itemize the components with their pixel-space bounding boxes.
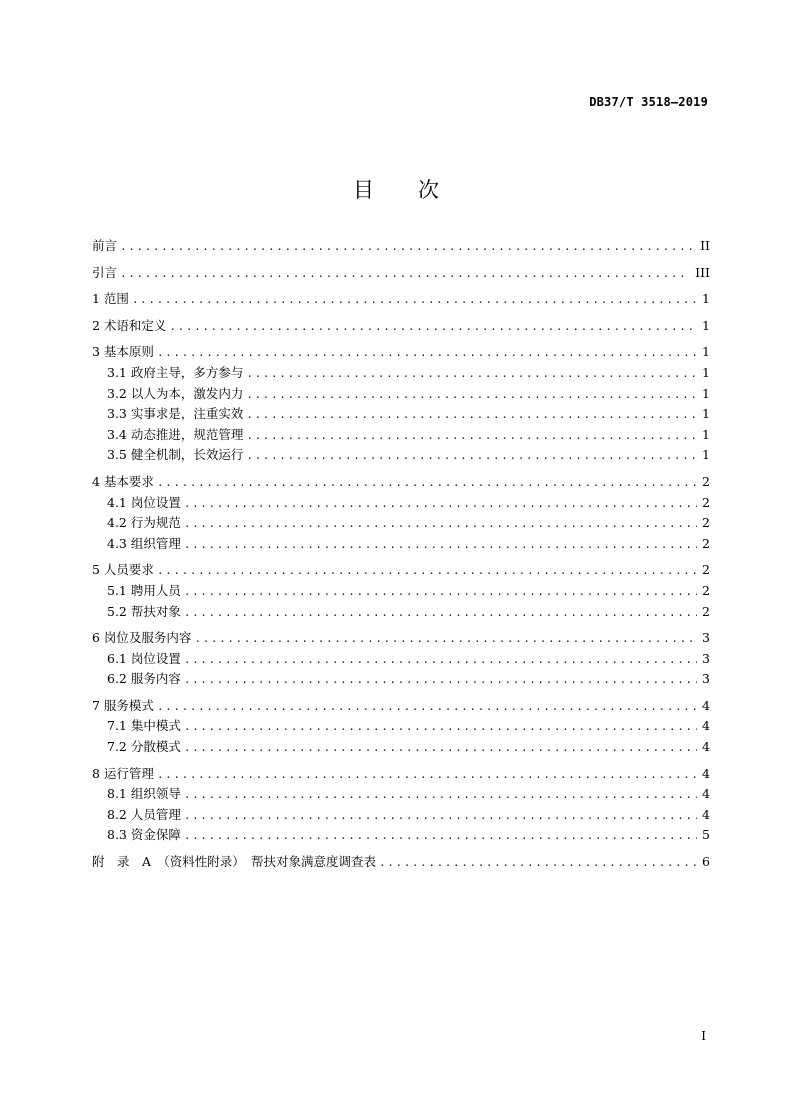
toc-entry-page: 3 <box>702 650 710 666</box>
toc-entry[interactable] <box>92 342 710 363</box>
toc-entry-page: 2 <box>702 494 710 510</box>
toc-entry-page: 1 <box>702 364 710 380</box>
toc-title <box>0 174 792 204</box>
toc-leader-dots <box>157 765 697 786</box>
toc-entry-label: 5.1 聘用人员 <box>107 582 181 598</box>
toc-leader-dots <box>120 237 695 258</box>
toc-entry-label: 8.2 人员管理 <box>107 806 181 822</box>
toc-subentry[interactable] <box>92 716 710 737</box>
toc-entry-page: 4 <box>702 786 710 802</box>
toc-leader-dots <box>184 650 697 671</box>
toc-entry-page: 1 <box>702 426 710 442</box>
toc-subentry[interactable] <box>92 384 710 405</box>
toc-leader-dots <box>157 473 697 494</box>
toc-entry[interactable] <box>92 316 710 337</box>
toc-entry-page: 3 <box>702 671 710 687</box>
toc-entry-label: 引言 <box>92 264 118 280</box>
toc-leader-dots <box>184 535 697 556</box>
toc-leader-dots <box>246 405 697 426</box>
toc-entry-label: 3 基本原则 <box>92 344 154 360</box>
toc-entry-label: 2 术语和定义 <box>92 317 167 333</box>
toc-subentry[interactable] <box>92 602 710 623</box>
toc-entry-page: 1 <box>702 406 710 422</box>
toc-leader-dots <box>246 446 697 467</box>
toc-entry-label: 7 服务模式 <box>92 697 154 713</box>
toc-entry[interactable] <box>92 263 710 284</box>
toc-entry-page: 4 <box>702 718 710 734</box>
toc-leader-dots <box>184 494 697 515</box>
toc-entry-label: 4 基本要求 <box>92 473 154 489</box>
toc-entry-label: 5 人员要求 <box>92 562 154 578</box>
toc-leader-dots <box>184 717 697 738</box>
toc-entry-page: 4 <box>702 697 710 713</box>
toc-leader-dots <box>246 426 697 447</box>
document-code: DB37/T 3518—2019 <box>589 95 708 109</box>
toc-subentry[interactable] <box>92 425 710 446</box>
toc-subentry[interactable] <box>92 513 710 534</box>
toc-entry-label: 7.1 集中模式 <box>107 718 181 734</box>
toc-subentry[interactable] <box>92 825 710 846</box>
toc-entry-label: 4.3 组织管理 <box>107 535 181 551</box>
toc-entry-page: II <box>700 238 710 253</box>
toc-leader-dots <box>157 343 697 364</box>
toc-leader-dots <box>157 561 697 582</box>
toc-entry-label: 3.5 健全机制，长效运行 <box>107 447 244 463</box>
toc-entry[interactable] <box>92 560 710 581</box>
toc-leader-dots <box>379 853 697 874</box>
toc-entry[interactable] <box>92 696 710 717</box>
toc-leader-dots <box>157 697 697 718</box>
toc-entry-page: 2 <box>702 582 710 598</box>
toc-subentry[interactable] <box>92 805 710 826</box>
toc-subentry[interactable] <box>92 649 710 670</box>
toc-subentry[interactable] <box>92 445 710 466</box>
toc-leader-dots <box>120 264 690 285</box>
toc-entry-label: 6.1 岗位设置 <box>107 650 181 666</box>
page-number: I <box>701 1029 706 1043</box>
toc-entry-page: 1 <box>702 317 710 333</box>
toc-leader-dots <box>184 785 697 806</box>
toc-entry-label: 4.2 行为规范 <box>107 515 181 531</box>
toc-subentry[interactable] <box>92 534 710 555</box>
toc-leader-dots <box>132 290 697 311</box>
toc-entry-page: 6 <box>702 854 710 870</box>
toc-entry-label: 附 录 A （资料性附录） 帮扶对象满意度调查表 <box>92 854 377 870</box>
toc-leader-dots <box>184 670 697 691</box>
toc-title-char-2: 次 <box>418 178 439 202</box>
toc-leader-dots <box>184 603 697 624</box>
toc-title-char-1: 目 <box>353 178 374 202</box>
toc-entry-label: 8 运行管理 <box>92 765 154 781</box>
toc-entry-label: 4.1 岗位设置 <box>107 494 181 510</box>
toc-entry-label: 6 岗位及服务内容 <box>92 630 192 646</box>
toc-entry[interactable] <box>92 472 710 493</box>
toc-entry-label: 3.1 政府主导，多方参与 <box>107 364 244 380</box>
toc-entry-label: 前言 <box>92 238 118 253</box>
toc-entry-page: 1 <box>702 447 710 463</box>
toc-leader-dots <box>184 738 697 759</box>
toc-entry-page: 2 <box>702 473 710 489</box>
toc-entry-page: 2 <box>702 535 710 551</box>
toc-entry[interactable] <box>92 852 710 873</box>
toc-entry-label: 7.2 分散模式 <box>107 739 181 755</box>
toc-leader-dots <box>194 629 697 650</box>
toc-entry[interactable] <box>92 236 710 257</box>
toc-entry[interactable] <box>92 764 710 785</box>
toc-entry-page: 4 <box>702 739 710 755</box>
toc-subentry[interactable] <box>92 737 710 758</box>
toc-entry-page: III <box>695 264 710 280</box>
toc-entry[interactable] <box>92 289 710 310</box>
toc-entry-label: 8.1 组织领导 <box>107 786 181 802</box>
toc-leader-dots <box>169 317 697 338</box>
toc-entry-label: 3.3 实事求是，注重实效 <box>107 406 244 422</box>
toc-subentry[interactable] <box>92 784 710 805</box>
toc-entry-page: 2 <box>702 603 710 619</box>
toc-entry-page: 1 <box>702 291 710 307</box>
toc-leader-dots <box>184 806 697 827</box>
toc-leader-dots <box>184 582 697 603</box>
toc-subentry[interactable] <box>92 363 710 384</box>
toc-entry-label: 5.2 帮扶对象 <box>107 603 181 619</box>
table-of-contents <box>92 236 710 873</box>
toc-entry-page: 4 <box>702 806 710 822</box>
toc-entry-page: 3 <box>702 630 710 646</box>
toc-entry-label: 1 范围 <box>92 291 129 307</box>
toc-entry-page: 4 <box>702 765 710 781</box>
toc-entry-page: 2 <box>702 562 710 578</box>
toc-entry-page: 1 <box>702 385 710 401</box>
toc-entry-page: 1 <box>702 344 710 360</box>
toc-leader-dots <box>184 826 697 847</box>
toc-leader-dots <box>246 385 697 406</box>
toc-entry[interactable] <box>92 628 710 649</box>
toc-subentry[interactable] <box>92 493 710 514</box>
toc-entry-label: 8.3 资金保障 <box>107 827 181 843</box>
toc-subentry[interactable] <box>92 669 710 690</box>
toc-entry-label: 3.2 以人为本，激发内力 <box>107 385 244 401</box>
toc-leader-dots <box>184 514 697 535</box>
toc-entry-page: 2 <box>702 515 710 531</box>
toc-leader-dots <box>246 364 697 385</box>
toc-entry-page: 5 <box>702 827 710 843</box>
toc-subentry[interactable] <box>92 404 710 425</box>
toc-subentry[interactable] <box>92 581 710 602</box>
toc-entry-label: 3.4 动态推进，规范管理 <box>107 426 244 442</box>
toc-entry-label: 6.2 服务内容 <box>107 671 181 687</box>
